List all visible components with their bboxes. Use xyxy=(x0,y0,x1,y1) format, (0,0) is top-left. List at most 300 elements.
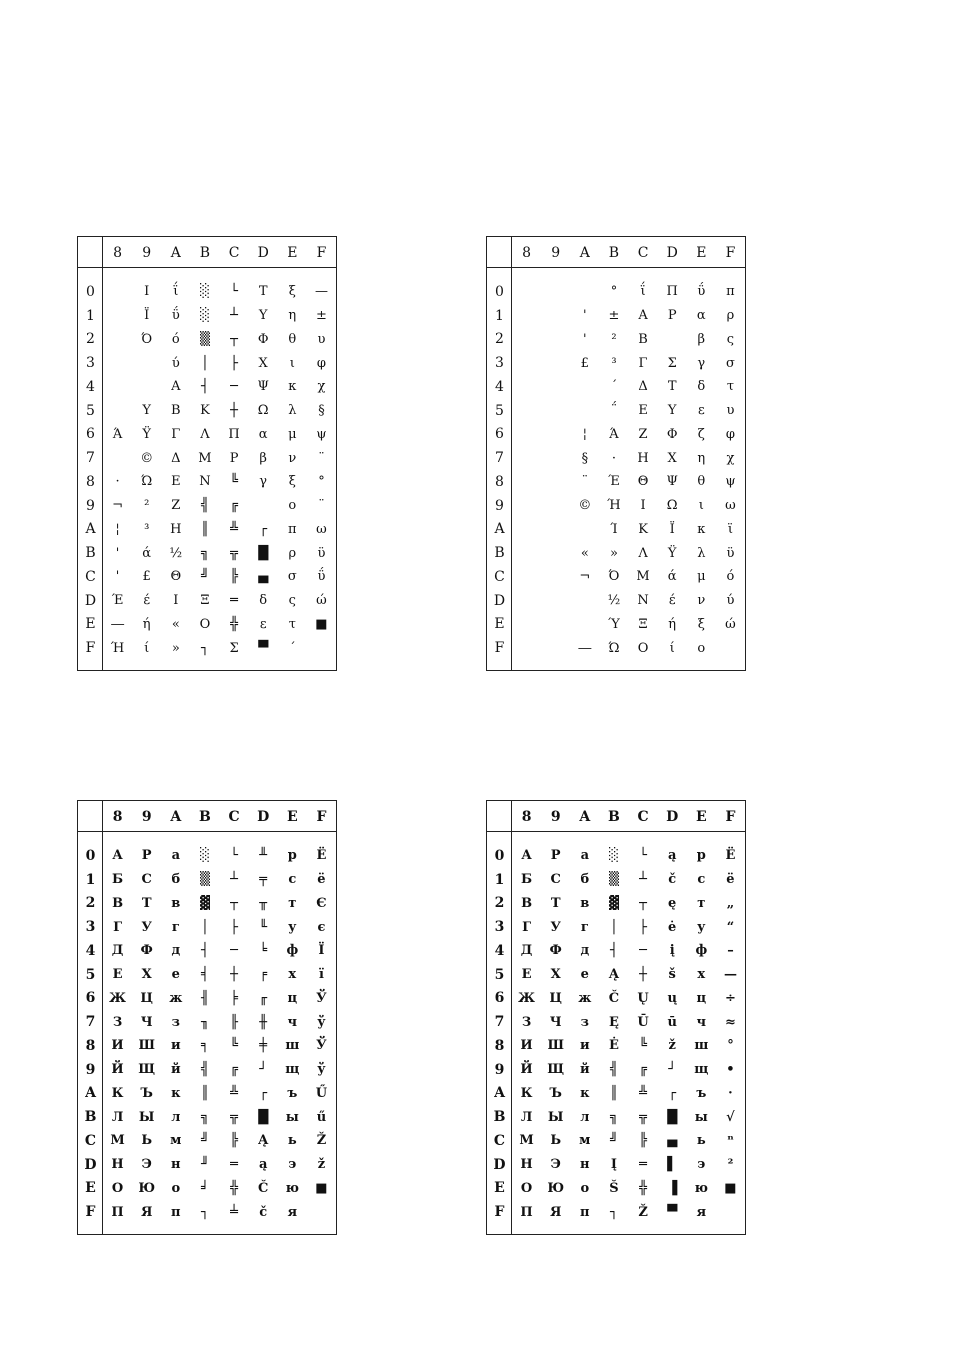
table-cell: ή xyxy=(142,616,151,632)
table-cell: р xyxy=(696,848,706,864)
row-header: 6 xyxy=(86,426,95,443)
table-cell: ┐ xyxy=(201,1204,209,1220)
table-cell: ψ xyxy=(725,474,736,490)
table-cell: Я xyxy=(140,1204,153,1220)
table-cell: ╧ xyxy=(230,1204,238,1220)
table-cell: Ї xyxy=(318,943,325,959)
table-cell: Ψ xyxy=(257,379,269,395)
table-cell: χ xyxy=(726,450,735,466)
column-header: A xyxy=(170,244,181,261)
table-cell: ' xyxy=(583,331,587,347)
table-cell xyxy=(103,304,132,328)
table-cell: ╨ xyxy=(259,848,268,864)
table-cell: § xyxy=(581,450,589,466)
table-cell xyxy=(512,470,541,494)
table-cell: ╦ xyxy=(639,1109,647,1125)
table-cell: Й xyxy=(111,1062,124,1078)
table-cell: ¨ xyxy=(318,498,325,514)
table-cell: ┤ xyxy=(201,943,209,959)
row-header: 2 xyxy=(494,895,505,912)
table-cell: Θ xyxy=(637,474,649,490)
row-header: B xyxy=(493,1109,506,1126)
column-header: D xyxy=(257,244,269,261)
row-header: 1 xyxy=(85,871,96,888)
table-cell: Х xyxy=(141,967,152,983)
table-cell: ц xyxy=(696,990,707,1006)
table-cell: » xyxy=(171,640,180,656)
table-cell: Ё xyxy=(316,848,327,864)
table-cell: č xyxy=(668,872,677,888)
table-cell: ╔ xyxy=(230,498,238,514)
row-header: 9 xyxy=(495,497,504,514)
table-cell xyxy=(541,494,570,518)
table-cell: я xyxy=(696,1204,707,1220)
table-cell: Λ xyxy=(638,545,648,561)
table-cell: ╞ xyxy=(230,990,238,1006)
table-cell: ╩ xyxy=(230,521,238,537)
table-cell: И xyxy=(520,1038,533,1054)
table-cell xyxy=(541,636,570,660)
table-cell: Э xyxy=(141,1157,152,1173)
table-cell: ς xyxy=(288,593,296,609)
row-header: 5 xyxy=(494,966,505,983)
table-cell: £ xyxy=(142,569,151,585)
table-cell: Π xyxy=(228,426,240,442)
table-cell: ё xyxy=(317,872,326,888)
table-cell: ¨ xyxy=(318,450,325,466)
table-cell: ж xyxy=(169,990,183,1006)
table-cell: ' xyxy=(583,308,587,324)
row-header: 0 xyxy=(494,847,505,864)
table-cell xyxy=(512,423,541,447)
table-cell xyxy=(512,565,541,589)
table-cell: а xyxy=(580,848,590,864)
column-header: 8 xyxy=(522,244,532,261)
table-cell xyxy=(103,328,132,352)
table-cell xyxy=(103,399,132,423)
table-cell: ┘ xyxy=(259,1062,268,1078)
table-cell: ╢ xyxy=(201,990,209,1006)
table-cell xyxy=(512,280,541,304)
table-cell xyxy=(512,494,541,518)
row-header: E xyxy=(494,616,505,633)
row-header: 6 xyxy=(495,426,504,443)
table-cell: ▒ xyxy=(199,331,210,347)
table-cell: Φ xyxy=(666,426,678,442)
row-header: B xyxy=(84,1109,97,1126)
table-cell: Е xyxy=(521,967,532,983)
column-header: C xyxy=(637,244,649,261)
table-cell: ш xyxy=(285,1038,300,1054)
code-table-4 xyxy=(486,800,746,1235)
table-cell: Ю xyxy=(138,1180,156,1196)
table-cell: В xyxy=(112,895,124,911)
table-cell: Ű xyxy=(315,1085,328,1101)
table-cell: ╝ xyxy=(610,1133,618,1149)
table-cell: ° xyxy=(610,284,618,300)
table-cell: У xyxy=(141,919,152,935)
table-cell: П xyxy=(520,1204,533,1220)
table-cell: Π xyxy=(666,284,678,300)
row-header: 8 xyxy=(495,473,504,490)
table-cell: Ψ xyxy=(666,474,678,490)
table-cell: ι xyxy=(289,355,295,371)
table-cell xyxy=(716,636,745,660)
table-cell: ╪ xyxy=(259,1038,268,1054)
table-cell: ▒ xyxy=(608,872,619,888)
table-cell: Р xyxy=(550,848,561,864)
table-cell: Τ xyxy=(258,284,268,300)
table-cell: х xyxy=(288,967,297,983)
table-cell xyxy=(541,328,570,352)
column-header: F xyxy=(316,244,327,261)
table-cell: ρ xyxy=(288,545,297,561)
table-cell: ― xyxy=(111,616,125,632)
table-cell: н xyxy=(580,1157,590,1173)
table-cell: · xyxy=(728,1085,733,1101)
table-cell: Š xyxy=(609,1180,619,1196)
table-cell: Т xyxy=(141,895,152,911)
table-cell: г xyxy=(171,919,180,935)
table-cell: Έ xyxy=(608,474,620,490)
table-cell: Ώ xyxy=(141,474,153,490)
table-cell: α xyxy=(258,426,268,442)
table-cell: Α xyxy=(638,308,648,324)
row-header: 3 xyxy=(495,355,504,372)
table-cell: к xyxy=(580,1085,590,1101)
table-cell: ░ xyxy=(608,848,619,864)
table-cell: Į xyxy=(610,1157,617,1173)
table-cell xyxy=(512,541,541,565)
table-cell: м xyxy=(579,1133,591,1149)
row-header: 3 xyxy=(494,919,505,936)
row-header: D xyxy=(493,592,506,609)
row-header: F xyxy=(494,640,505,657)
table-cell: θ xyxy=(288,331,297,347)
table-cell: ς xyxy=(726,331,735,347)
table-cell: — xyxy=(314,284,328,300)
table-cell: Ы xyxy=(138,1109,155,1125)
table-cell: э xyxy=(697,1157,706,1173)
row-header: F xyxy=(494,1204,505,1221)
table-cell: ¬ xyxy=(579,569,591,585)
table-cell xyxy=(512,636,541,660)
table-cell: θ xyxy=(697,474,706,490)
row-header: A xyxy=(494,1085,505,1102)
table-cell: ρ xyxy=(726,308,735,324)
table-cell xyxy=(716,1200,745,1224)
table-cell: ω xyxy=(316,521,327,537)
table-cell: Ι xyxy=(640,498,646,514)
table-cell: ╔ xyxy=(230,1062,238,1078)
table-cell: Й xyxy=(520,1062,533,1078)
table-cell: ─ xyxy=(639,943,647,959)
table-cell: ξ xyxy=(288,474,296,490)
table-cell: ύ xyxy=(171,355,180,371)
row-header: C xyxy=(493,1132,506,1149)
table-cell: Η xyxy=(170,521,182,537)
table-cell: « xyxy=(171,616,180,632)
table-cell xyxy=(103,375,132,399)
table-cell: ± xyxy=(315,308,327,324)
table-cell: х xyxy=(697,967,706,983)
row-header: B xyxy=(494,545,505,562)
table-cell: Ι xyxy=(173,593,179,609)
table-cell: ΄ xyxy=(289,640,296,656)
column-header: B xyxy=(608,808,620,825)
table-cell: Н xyxy=(520,1157,533,1173)
table-cell: е xyxy=(580,967,589,983)
row-header: 4 xyxy=(495,378,504,395)
table-cell: Ž xyxy=(316,1133,327,1149)
table-cell: ² xyxy=(611,331,617,347)
table-cell: ΅ xyxy=(610,403,618,419)
table-cell: ┴ xyxy=(639,872,647,888)
table-cell: £ xyxy=(580,355,589,371)
table-cell: У xyxy=(550,919,561,935)
table-cell xyxy=(512,589,541,613)
table-cell: █ xyxy=(667,1109,678,1125)
table-cell: έ xyxy=(668,593,676,609)
column-header: E xyxy=(286,808,298,825)
table-cell: ┘ xyxy=(668,1062,677,1078)
row-header: 3 xyxy=(85,919,96,936)
row-header: A xyxy=(85,521,96,538)
table-cell: ε xyxy=(259,616,267,632)
table-cell: · xyxy=(115,474,120,490)
table-cell: Ж xyxy=(518,990,536,1006)
row-header: F xyxy=(85,640,96,657)
column-header: B xyxy=(608,244,620,261)
row-header: 5 xyxy=(495,402,504,419)
table-cell: ■ xyxy=(315,616,328,632)
table-cell: “ xyxy=(726,919,735,935)
row-header: 8 xyxy=(494,1037,505,1054)
table-cell xyxy=(512,304,541,328)
table-cell: ж xyxy=(578,990,592,1006)
table-cell: ε xyxy=(697,403,705,419)
table-cell: ╦ xyxy=(230,545,238,561)
row-header: 6 xyxy=(85,990,96,1007)
table-cell xyxy=(103,280,132,304)
row-header: 1 xyxy=(494,871,505,888)
table-cell: Ξ xyxy=(638,616,648,632)
table-cell: а xyxy=(171,848,181,864)
table-cell: └ xyxy=(639,848,647,864)
table-cell xyxy=(512,446,541,470)
table-cell: С xyxy=(141,872,152,888)
table-cell: Ζ xyxy=(171,498,181,514)
table-cell: η xyxy=(697,450,706,466)
table-cell: Ė xyxy=(608,1038,619,1054)
table-cell: © xyxy=(578,498,592,514)
table-cell: ½ xyxy=(607,593,621,609)
row-header: 1 xyxy=(86,307,95,324)
table-cell xyxy=(103,446,132,470)
table-cell: ╗ xyxy=(201,1109,209,1125)
table-cell: у xyxy=(288,919,297,935)
row-header: 1 xyxy=(495,307,504,324)
table-cell: ΄ xyxy=(610,379,618,395)
table-cell: ╫ xyxy=(259,1014,268,1030)
table-cell: ° xyxy=(318,474,325,490)
table-cell: ▄ xyxy=(667,1133,678,1149)
row-header: 9 xyxy=(86,497,95,514)
column-header: 9 xyxy=(550,808,561,825)
table-cell: δ xyxy=(697,379,706,395)
table-cell xyxy=(541,399,570,423)
table-cell: ▄ xyxy=(258,569,269,585)
table-cell: Η xyxy=(637,450,649,466)
table-cell xyxy=(541,518,570,542)
table-cell: γ xyxy=(697,355,706,371)
table-cell: ╠ xyxy=(230,569,238,585)
row-header: F xyxy=(85,1204,96,1221)
table-cell: ┐ xyxy=(610,1204,618,1220)
code-table-1 xyxy=(77,236,337,671)
table-cell: ║ xyxy=(201,521,209,537)
table-cell: ┬ xyxy=(639,895,647,911)
table-cell: ф xyxy=(695,943,708,959)
table-cell: ¬ xyxy=(112,498,124,514)
table-cell: п xyxy=(580,1204,590,1220)
table-cell: т xyxy=(697,895,706,911)
table-cell: К xyxy=(520,1085,533,1101)
table-cell: Ρ xyxy=(229,450,239,466)
table-cell: ы xyxy=(694,1109,708,1125)
table-cell: Ф xyxy=(549,943,562,959)
table-cell: υ xyxy=(317,331,326,347)
table-cell: σ xyxy=(726,355,735,371)
table-cell: Ώ xyxy=(608,640,620,656)
table-cell: Κ xyxy=(638,521,648,537)
table-cell: л xyxy=(580,1109,590,1125)
table-cell: │ xyxy=(610,919,618,935)
table-cell: З xyxy=(112,1014,123,1030)
row-header: 4 xyxy=(85,942,96,959)
table-cell xyxy=(541,423,570,447)
table-cell: ώ xyxy=(316,593,327,609)
row-header: D xyxy=(493,1156,506,1173)
column-header: D xyxy=(666,244,678,261)
table-cell: Δ xyxy=(171,450,181,466)
table-cell: п xyxy=(171,1204,181,1220)
table-cell: Ë xyxy=(725,848,736,864)
code-table-3 xyxy=(77,800,337,1235)
table-cell: ² xyxy=(144,498,150,514)
table-cell: ό xyxy=(726,569,735,585)
table-cell: ░ xyxy=(199,284,210,300)
table-cell: ╬ xyxy=(639,1180,647,1196)
table-cell: ь xyxy=(287,1133,297,1149)
table-cell: Ή xyxy=(110,640,125,656)
table-cell: О xyxy=(520,1180,533,1196)
table-cell: Ž xyxy=(638,1204,648,1220)
table-cell: Щ xyxy=(138,1062,156,1078)
table-cell: ╗ xyxy=(610,1109,618,1125)
table-cell: Č xyxy=(258,1180,269,1196)
table-cell: ┤ xyxy=(610,943,618,959)
table-cell: ė xyxy=(668,919,677,935)
table-cell: ў xyxy=(317,1014,326,1030)
table-cell: Я xyxy=(549,1204,562,1220)
row-header: 8 xyxy=(86,473,95,490)
row-header: C xyxy=(84,1132,97,1149)
table-cell: ъ xyxy=(287,1085,298,1101)
column-header: 8 xyxy=(521,808,532,825)
table-cell: ╒ xyxy=(259,967,268,983)
table-cell: Є xyxy=(316,895,327,911)
table-cell: Τ xyxy=(667,379,677,395)
table-cell: Ч xyxy=(549,1014,562,1030)
table-cell xyxy=(541,541,570,565)
table-cell: Ϋ xyxy=(667,545,677,561)
row-header: 0 xyxy=(86,283,95,300)
table-cell: μ xyxy=(697,569,706,585)
table-cell: ═ xyxy=(230,1157,238,1173)
table-cell: Υ xyxy=(258,308,268,324)
table-cell: ─ xyxy=(230,943,238,959)
table-cell: ― xyxy=(578,640,592,656)
column-header: 8 xyxy=(112,808,123,825)
table-cell xyxy=(541,589,570,613)
table-cell: М xyxy=(519,1133,534,1149)
table-cell: о xyxy=(171,1180,181,1196)
table-cell: я xyxy=(287,1204,298,1220)
table-cell: Ή xyxy=(607,498,621,514)
table-cell: Ξ xyxy=(200,593,210,609)
table-cell: Г xyxy=(522,919,532,935)
row-header: 7 xyxy=(494,1014,505,1031)
table-cell: ┼ xyxy=(230,967,238,983)
table-cell: Υ xyxy=(667,403,677,419)
table-cell: ┴ xyxy=(230,872,238,888)
table-cell: Ц xyxy=(549,990,562,1006)
table-cell: κ xyxy=(288,379,297,395)
table-cell: н xyxy=(171,1157,181,1173)
table-cell: ю xyxy=(694,1180,708,1196)
table-cell: ώ xyxy=(725,616,736,632)
table-cell: υ xyxy=(726,403,735,419)
table-cell: Α xyxy=(171,379,181,395)
table-cell xyxy=(541,375,570,399)
row-header: C xyxy=(494,568,505,585)
table-cell: Л xyxy=(111,1109,124,1125)
table-cell: ▐ xyxy=(667,1180,678,1196)
row-header: 8 xyxy=(85,1037,96,1054)
table-cell: ╬ xyxy=(230,616,238,632)
table-cell: █ xyxy=(258,1109,269,1125)
table-cell: К xyxy=(111,1085,124,1101)
table-cell: Ь xyxy=(550,1133,562,1149)
table-cell: ╥ xyxy=(259,895,268,911)
table-cell: ╛ xyxy=(201,1180,209,1196)
table-cell: ν xyxy=(288,450,297,466)
table-cell: Ε xyxy=(638,403,648,419)
table-cell: ╠ xyxy=(639,1133,647,1149)
table-cell: ║ xyxy=(201,1085,209,1101)
table-cell: ▀ xyxy=(667,1204,678,1220)
table-cell: Ь xyxy=(141,1133,153,1149)
table-cell: Χ xyxy=(258,355,268,371)
row-header: 4 xyxy=(494,942,505,959)
table-cell: к xyxy=(171,1085,181,1101)
table-cell: σ xyxy=(287,569,297,585)
table-cell: Б xyxy=(521,872,533,888)
table-cell: └ xyxy=(230,848,238,864)
table-cell: Κ xyxy=(200,403,210,419)
table-cell: о xyxy=(580,1180,590,1196)
